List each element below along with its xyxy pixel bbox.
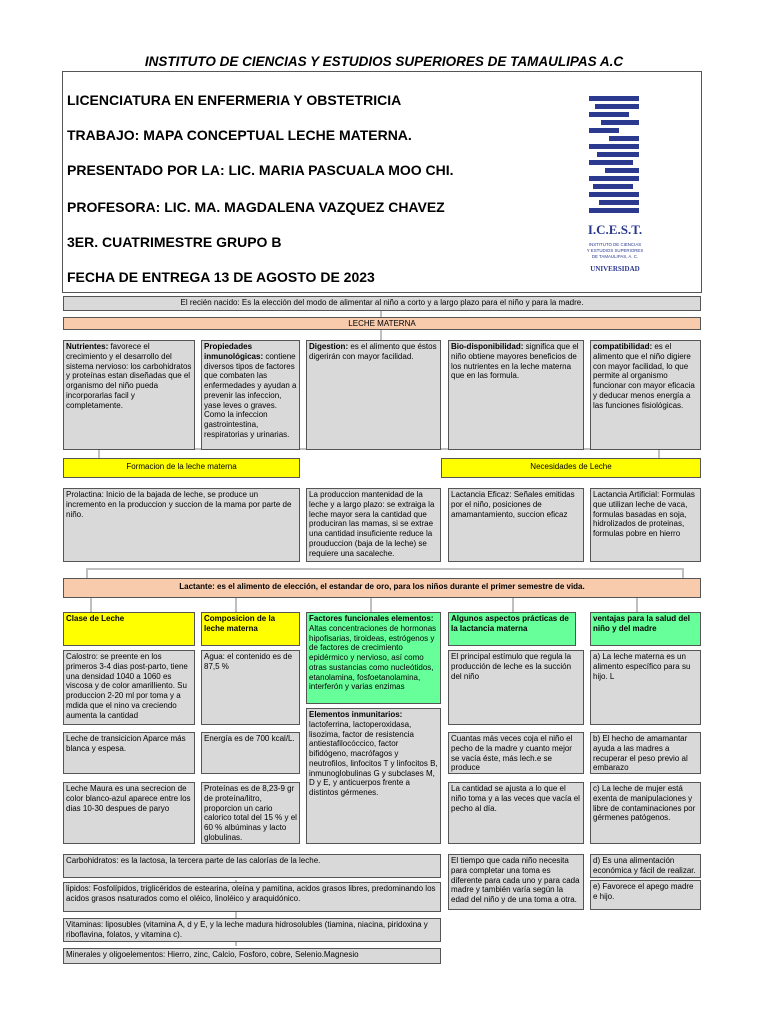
logo-stripes (589, 96, 639, 213)
logo-university: UNIVERSIDAD (590, 265, 640, 273)
ventaja-a: a) La leche materna es un alimento específico para su hijo. L (590, 650, 701, 725)
connector (636, 598, 638, 612)
logo-line1: INSTITUTO DE CIENCIAS (588, 242, 642, 247)
teacher-line: PROFESORA: LIC. MA. MAGDALENA VAZQUEZ CHAVEZ (67, 199, 445, 215)
composicion-agua: Agua: el contenido es de 87,5 % (201, 650, 300, 725)
aspecto-vaciado: Cuantas más veces coja el niño el pecho de la madre y cuanto mejor se vacía éste, más lech.e se produce (448, 732, 584, 774)
formation-prolactina: Prolactina: Inicio de la bajada de leche, se produce un incremento en la produccion y succion de la mama por parte de niño. (63, 488, 300, 562)
clase-madura: Leche Maura es una secrecion de color blanco-azul aparece entre los dias 10-30 despues de paryo (63, 782, 195, 844)
composicion-energia: Energía es de 700 kcal/L. (201, 732, 300, 774)
connector (86, 568, 88, 578)
presenter-line: PRESENTADO POR LA: LIC. MARIA PASCUALA MOO CHI. (67, 162, 454, 178)
column-ventajas: ventajas para la salud del niño y del madre (590, 612, 701, 646)
aspecto-estimulo: El principal estímulo que regula la producción de leche es la succión del niño (448, 650, 584, 725)
logo-line2: Y ESTUDIOS SUPERIORES (587, 248, 643, 253)
institution-title: INSTITUTO DE CIENCIAS Y ESTUDIOS SUPERIORES DE TAMAULIPAS A.C (144, 54, 624, 69)
clase-transicion: Leche de transicicion Aparce más blanca y espesa. (63, 732, 195, 774)
logo-line3: DE TAMAULIPAS, A. C. (591, 254, 639, 259)
main-title: LECHE MATERNA (63, 317, 701, 330)
elementos-inmunitarios: Elementos inmunitarios: lactoferrina, lactoperoxidasa, lisozima, factor de resistencia antiestafilocóccico, factor bifidógeno, macrófagos y neutrofilos, linfocitos T y linfocitos B, inmunoglobulinas G y subclases M, D y E, y anticuerpos frente a distintos gérmenes. (306, 708, 441, 844)
term-line: 3ER. CUATRIMESTRE GRUPO B (67, 234, 282, 250)
property-nutrientes: Nutrientes: favorece el crecimiento y el desarrollo del sistema nervioso: los carbohidratos y proteínas estan diseñadas que el organismo del niño pueda incorporarlas facil y completamente. (63, 340, 195, 450)
formation-produccion: La produccion mantenidad de la leche y a largo plazo: se extraiga la leche mayor sera la cantidad que produciran las mamas, si se extrae una cantidad insuficiente reduce la prouduccion (baja de la leche) se requiere una sacaleche. (306, 488, 441, 562)
date-line: FECHA DE ENTREGA 13 DE AGOSTO DE 2023 (67, 269, 375, 285)
property-inmunologicas: Propiedades inmunológicas: contiene diversos tipos de factores que combaten las enfermedades y ayudan a prevenir las infeccion, yase leves o graves. Como la infeccion gastrointestina, respiratorias y urinarias. (201, 340, 300, 450)
needs-eficaz: Lactancia Eficaz: Señales emitidas por el niño, posiciones de amamantamiento, succion eficaz (448, 488, 584, 562)
vitaminas-box: Vitaminas: liposubles (vitamina A, d y E, y la leche madura hidrosolubles (tiamina, niacina, piridoxina y riboflavina, folatos, y vitamina c). (63, 918, 441, 942)
column-clase: Clase de Leche (63, 612, 195, 646)
property-compatibilidad: compatibilidad: es el alimento que el niño digiere con mayor facilidad, lo que permite al organismo funcionar con mayor eficacia y deducar menos energía a las funciones fisiológicas. (590, 340, 701, 450)
formation-title: Formacion de la leche materna (63, 458, 300, 478)
connector (380, 330, 382, 340)
aspecto-tiempo: El tiempo que cada niño necesita para completar una toma es diferente para cada uno y para cada madre y también varía según la edad del niño y de una toma a otra. (448, 854, 584, 910)
property-biodisponibilidad: Bio-disponibilidad: significa que el niño obtiene mayores beneficios de los nutrientes en la leche materna que en las formula. (448, 340, 584, 450)
column-aspectos: Algunos aspectos prácticas de la lactancia materna (448, 612, 576, 646)
degree-line: LICENCIATURA EN ENFERMERIA Y OBSTETRICIA (67, 92, 402, 108)
clase-calostro: Calostro: se preente en los primeros 3-4 dias post-parto, tiene una densidad 1040 a 1060 es viscosa y de color amarilliento. Su produccion 2-20 ml por toma y a mdida que el nino va creciendo aumenta la cantidad (63, 650, 195, 725)
lipidos-box: lipidos: Fosfolípidos, triglicéridos de estearina, oleína y pamitina, acidos grasos libres, predominando los acidos grasos nsaturados como el oléico, linoléico y araquidónico. (63, 882, 441, 912)
needs-artificial: Lactancia Artificial: Formulas que utilizan leche de vaca, formulas basadas en soja, hidrolizados de proteinas, formulas pobre en hierro (590, 488, 701, 562)
ventaja-d: d) Es una alimentación económica y fácil de realizar. (590, 854, 701, 878)
connector (90, 598, 92, 612)
ventaja-b: b) El hecho de amamantar ayuda a las madres a recuperar el peso previo al embarazo (590, 732, 701, 774)
connector (235, 598, 237, 612)
composicion-proteinas: Proteínas es de 8,23-9 gr de proteína/litro, proporcion un cario calorico total del 15 % y el 60 % albúminas y lacto globulinas. (201, 782, 300, 844)
column-factores: Factores funcionales elementos: Altas concentraciones de hormonas hipofisarias, tiroideas, estrógenos y de factores de crecimiento epidérmico y nervioso, así como otras sustancias como nucleótidos, etanolamina, fosfoetanolamina, interferón y varias enzimas (306, 612, 441, 704)
lactante-box: Lactante: es el alimento de elección, el estandar de oro, para los niños durante el primer semestre de vida. (63, 578, 701, 598)
column-composicion: Composicion de la leche materna (201, 612, 300, 646)
connector (370, 598, 372, 612)
minerales-box: Minerales y oligoelementos: Hierro, zinc, Calcio, Fosforo, cobre, Selenio.Magnesio (63, 948, 441, 964)
ventaja-c: c) La leche de mujer está exenta de manipulaciones y libre de contaminaciones por gérmenes patógenos. (590, 782, 701, 844)
connector (512, 598, 514, 612)
connector (86, 568, 682, 570)
header-box (62, 71, 702, 293)
intro-box: El recién nacido: Es la elección del modo de alimentar al niño a corto y a largo plazo para el niño y para la madre. (63, 296, 701, 311)
connector (682, 568, 684, 578)
work-line: TRABAJO: MAPA CONCEPTUAL LECHE MATERNA. (67, 127, 412, 143)
ventaja-e: e) Favorece el apego madre e hijo. (590, 880, 701, 910)
carbohidratos-box: Carbohidratos: es la lactosa, la tercera parte de las calorías de la leche. (63, 854, 441, 878)
property-digestion: Digestion: es el alimento que éstos digerirán con mayor facilidad. (306, 340, 441, 450)
logo-acronym: I.C.E.S.T. (587, 222, 643, 237)
institution-logo (587, 96, 643, 286)
aspecto-cantidad: La cantidad se ajusta a lo que el niño toma y a las veces que vacía el pecho al día. (448, 782, 584, 844)
needs-title: Necesidades de Leche (441, 458, 701, 478)
